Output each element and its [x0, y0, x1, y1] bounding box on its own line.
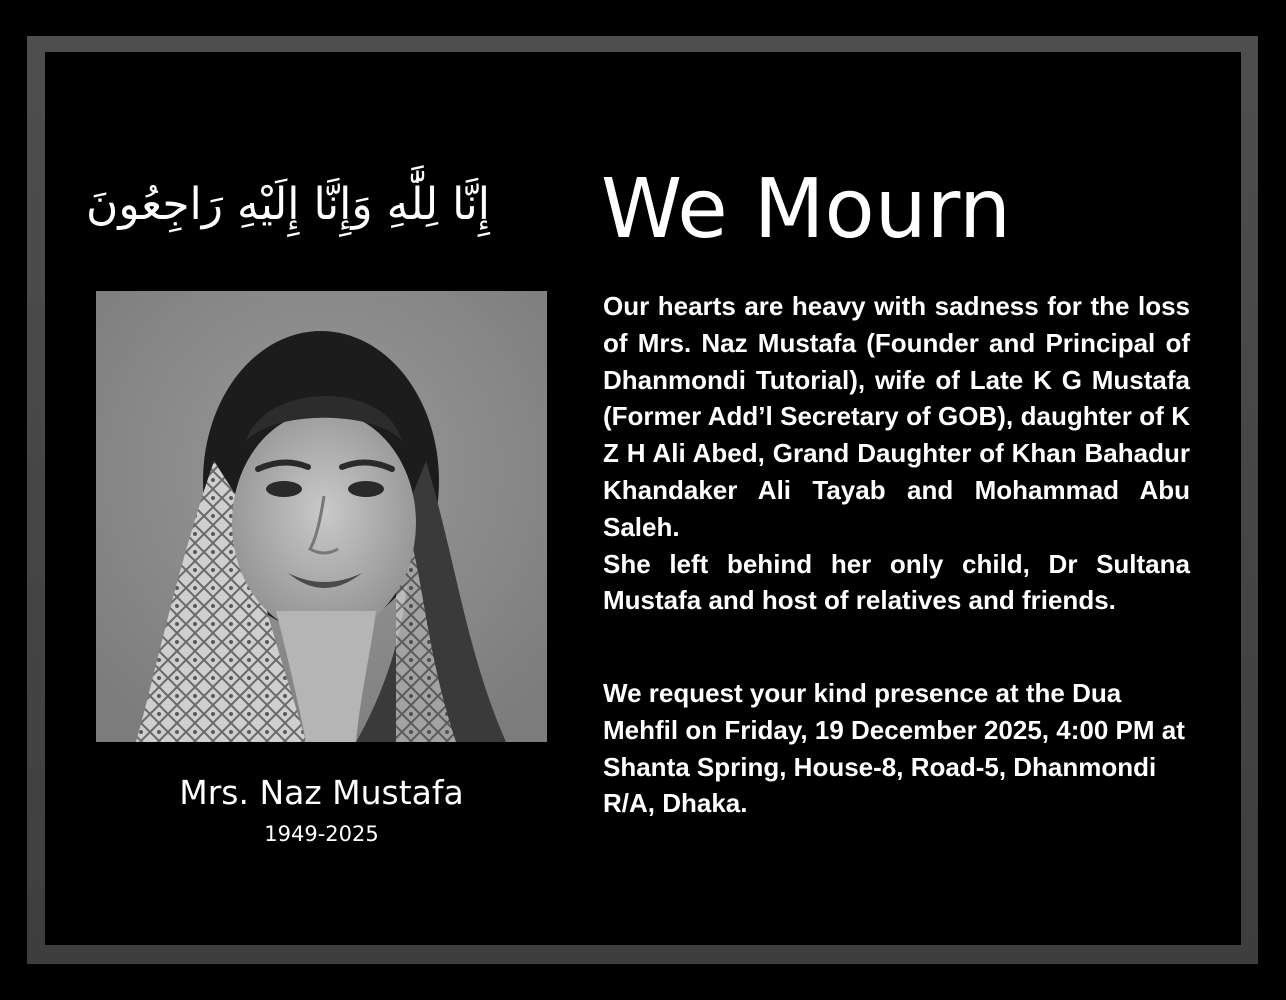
- tribute-text: Our hearts are heavy with sadness for the loss of Mrs. Naz Mustafa (Founder and Principal of Dhanmondi Tutorial), wife of Late K G Mustafa (Former Add’l Secretary of GOB), daughter of K Z H Ali Abed, Grand Daughter of Khan Bahadur Khandaker Ali Tayab and Mohammad Abu Saleh.: [603, 291, 1190, 542]
- deceased-name: Mrs. Naz Mustafa: [179, 773, 464, 812]
- tribute-paragraph: [603, 288, 1190, 619]
- survivors-text: She left behind her only child, Dr Sultana Mustafa and host of relatives and friends.: [603, 548, 1190, 616]
- dua-invitation: We request your kind presence at the Dua Mehfil on Friday, 19 December 2025, 4:00 PM at Shanta Spring, House-8, Road-5, Dhanmondi R/A, Dhaka.: [603, 678, 1185, 819]
- arabic-calligraphy: إِنَّا لِلَّٰهِ وَإِنَّا إِلَيْهِ رَاجِعُونَ: [86, 179, 490, 230]
- portrait-illustration: [96, 291, 547, 742]
- lifespan-years: 1949-2025: [264, 822, 379, 846]
- portrait-photo: [96, 291, 547, 742]
- page-title: We Mourn: [601, 162, 1011, 257]
